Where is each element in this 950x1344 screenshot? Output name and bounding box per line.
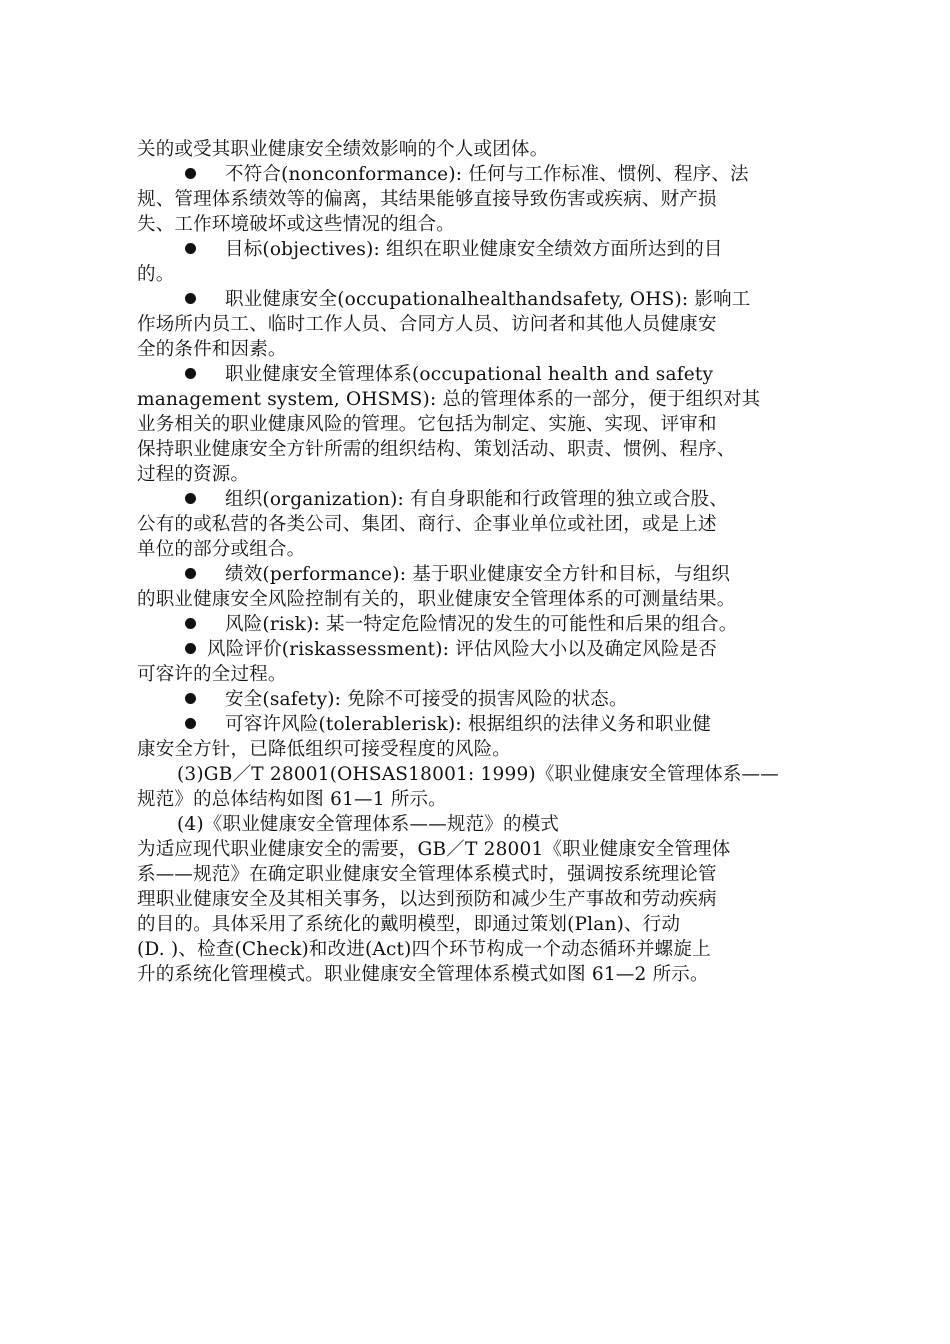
- bullet-text: 不符合(nonconformance): 任何与工作标准、惯例、程序、法: [225, 164, 749, 185]
- bullet-icon: [185, 362, 225, 387]
- bullet-item: [137, 562, 827, 587]
- bullet-item: [137, 287, 827, 312]
- indented-line: (4)《职业健康安全管理体系——规范》的模式: [177, 814, 560, 835]
- bullet-icon: [185, 612, 225, 637]
- bullet-item: [137, 637, 827, 662]
- indented-line: (3)GB／T 28001(OHSAS18001: 1999)《职业健康安全管理体系——: [177, 764, 779, 785]
- bullet-icon: [185, 162, 225, 187]
- text-line: 失、工作环境破坏或这些情况的组合。: [137, 214, 455, 235]
- bullet-text: 可容许风险(tolerablerisk): 根据组织的法律义务和职业健: [225, 714, 712, 735]
- bullet-text: 安全(safety): 免除不可接受的损害风险的状态。: [225, 689, 628, 710]
- bullet-text: 职业健康安全(occupationalhealthandsafety, OHS): 影响工: [225, 289, 751, 310]
- bullet-icon: [185, 237, 225, 262]
- bullet-icon: [185, 712, 225, 737]
- bullet-text: 职业健康安全管理体系(occupational health and safety: [225, 364, 714, 385]
- text-line: 可容许的全过程。: [137, 664, 287, 685]
- bullet-text: 风险(risk): 某一特定危险情况的发生的可能性和后果的组合。: [225, 614, 738, 635]
- text-line: 作场所内员工、临时工作人员、合同方人员、访问者和其他人员健康安: [137, 314, 717, 335]
- bullet-icon: [185, 487, 225, 512]
- bullet-text: 组织(organization): 有自身职能和行政管理的独立或合股、: [225, 489, 728, 510]
- text-line: (D. )、检查(Check)和改进(Act)四个环节构成一个动态循环并螺旋上: [137, 939, 711, 960]
- bullet-item: [137, 162, 827, 187]
- text-line: management system, OHSMS): 总的管理体系的一部分，便于组织对其: [137, 389, 761, 410]
- text-line: 规、管理体系绩效等的偏离，其结果能够直接导致伤害或疾病、财产损: [137, 189, 717, 210]
- bullet-icon: [185, 287, 225, 312]
- text-line: 规范》的总体结构如图 61—1 所示。: [137, 789, 447, 810]
- bullet-item: [137, 487, 827, 512]
- text-line: 公有的或私营的各类公司、集团、商行、企事业单位或社团，或是上述: [137, 514, 717, 535]
- bullet-item: [137, 687, 827, 712]
- text-line: 康安全方针，已降低组织可接受程度的风险。: [137, 739, 512, 760]
- text-line: 保持职业健康安全方针所需的组织结构、策划活动、职责、惯例、程序、: [137, 439, 736, 460]
- text-line: 单位的部分或组合。: [137, 539, 306, 560]
- text-line: 的目的。具体采用了系统化的戴明模型，即通过策划(Plan)、行动: [137, 914, 681, 935]
- text-line: 升的系统化管理模式。职业健康安全管理体系模式如图 61—2 所示。: [137, 964, 709, 985]
- text-line: 的职业健康安全风险控制有关的，职业健康安全管理体系的可测量结果。: [137, 589, 736, 610]
- text-line: 关的或受其职业健康安全绩效影响的个人或团体。: [137, 139, 549, 160]
- document-body: [137, 137, 827, 987]
- bullet-icon: [185, 637, 207, 662]
- text-line: 理职业健康安全及其相关事务，以达到预防和减少生产事故和劳动疾病: [137, 889, 717, 910]
- bullet-text: 风险评价(riskassessment): 评估风险大小以及确定风险是否: [207, 639, 718, 660]
- text-line: 的。: [137, 264, 175, 285]
- bullet-item: [137, 362, 827, 387]
- text-line: 业务相关的职业健康风险的管理。它包括为制定、实施、实现、评审和: [137, 414, 717, 435]
- text-line: 过程的资源。: [137, 464, 250, 485]
- bullet-icon: [185, 562, 225, 587]
- bullet-item: [137, 237, 827, 262]
- text-line: 系——规范》在确定职业健康安全管理体系模式时，强调按系统理论管: [137, 864, 717, 885]
- text-line: 全的条件和因素。: [137, 339, 287, 360]
- text-line: 为适应现代职业健康安全的需要，GB／T 28001《职业健康安全管理体: [137, 839, 731, 860]
- bullet-icon: [185, 687, 225, 712]
- bullet-text: 绩效(performance): 基于职业健康安全方针和目标，与组织: [225, 564, 731, 585]
- bullet-item: [137, 612, 827, 637]
- bullet-item: [137, 712, 827, 737]
- bullet-text: 目标(objectives): 组织在职业健康安全绩效方面所达到的目: [225, 239, 723, 260]
